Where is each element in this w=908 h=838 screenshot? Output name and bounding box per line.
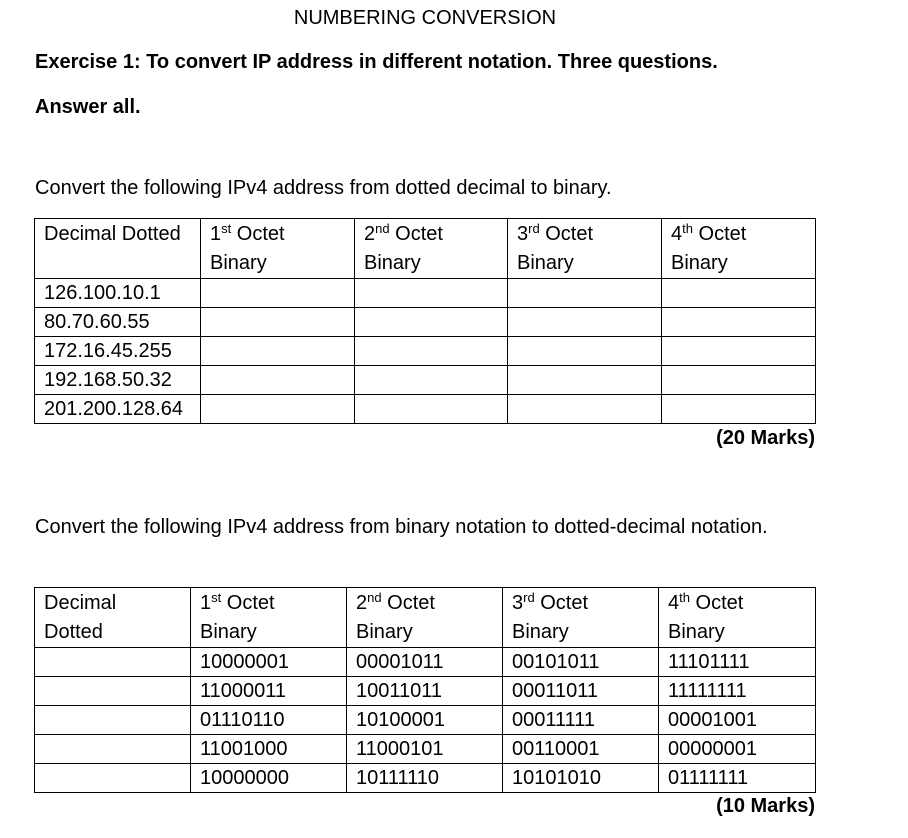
octet-binary-cell: 00110001 [503,735,659,764]
octet-binary-cell: 00011011 [503,677,659,706]
header-label-line2: Binary [512,621,569,643]
decimal-dotted-cell: 192.168.50.32 [35,366,201,395]
header-label: 2 [356,592,368,614]
header-label-suffix: Octet [389,223,443,245]
octet-binary-cell[interactable] [508,395,662,424]
decimal-dotted-cell[interactable] [35,706,191,735]
table-row [35,337,816,366]
document-title: NUMBERING CONVERSION [293,7,557,29]
octet-binary-cell: 10000000 [191,764,347,793]
header-label-line2: Binary [200,621,257,643]
octet-binary-cell[interactable] [201,366,355,395]
octet-binary-cell[interactable] [201,337,355,366]
octet-binary-cell: 11111111 [659,677,816,706]
decimal-dotted-cell: 126.100.10.1 [35,279,201,308]
header-label-suffix: Octet [539,223,594,245]
octet-binary-cell[interactable] [662,395,816,424]
decimal-dotted-cell[interactable] [35,764,191,793]
header-label: Decimal Dotted [44,223,181,245]
octet-binary-cell: 10111110 [347,764,503,793]
header-cell [347,588,503,648]
octet-binary-cell[interactable] [508,279,662,308]
ordinal-suffix: st [221,221,232,236]
header-label-line2: Binary [356,621,413,643]
header-label: Decimal [44,592,117,614]
octet-binary-cell: 01110110 [191,706,347,735]
section1-marks: (20 Marks) [716,427,815,449]
decimal-dotted-cell: 80.70.60.55 [35,308,201,337]
octet-binary-cell[interactable] [201,308,355,337]
header-label-line2: Binary [668,621,725,643]
octet-binary-cell: 01111111 [659,764,816,793]
header-cell [503,588,659,648]
table-row [35,648,816,677]
answer-all-instruction: Answer all. [35,96,141,118]
header-cell [662,219,816,279]
header-cell [35,588,191,648]
header-cell [659,588,816,648]
header-label-suffix: Octet [692,223,747,245]
decimal-dotted-cell[interactable] [35,677,191,706]
header-label-line2: Binary [364,252,421,274]
header-label-suffix: Octet [381,592,435,614]
octet-binary-cell[interactable] [355,279,508,308]
octet-binary-cell: 00011111 [503,706,659,735]
octet-binary-cell: 10101010 [503,764,659,793]
octet-binary-cell[interactable] [355,366,508,395]
header-label: 1 [210,223,222,245]
table-row [35,706,816,735]
octet-binary-cell[interactable] [355,337,508,366]
header-label-line2: Binary [671,252,728,274]
ordinal-suffix: rd [523,590,535,605]
table-row [35,308,816,337]
decimal-dotted-cell: 172.16.45.255 [35,337,201,366]
octet-binary-cell: 10000001 [191,648,347,677]
octet-binary-cell: 00101011 [503,648,659,677]
header-cell [191,588,347,648]
decimal-to-binary-table [34,218,816,424]
octet-binary-cell[interactable] [355,308,508,337]
header-label-line2: Dotted [44,621,103,643]
octet-binary-cell: 10100001 [347,706,503,735]
header-label: 3 [512,592,524,614]
octet-binary-cell: 11000101 [347,735,503,764]
header-label: 2 [364,223,376,245]
decimal-dotted-cell[interactable] [35,735,191,764]
section2-marks: (10 Marks) [716,795,815,817]
header-label: 1 [200,592,212,614]
header-label-suffix: Octet [534,592,589,614]
header-label-line2: Binary [517,252,574,274]
header-label: 4 [671,223,683,245]
octet-binary-cell[interactable] [662,279,816,308]
octet-binary-cell[interactable] [201,395,355,424]
table-row [35,279,816,308]
octet-binary-cell: 11101111 [659,648,816,677]
header-label-suffix: Octet [689,592,744,614]
octet-binary-cell: 11000011 [191,677,347,706]
header-label: 4 [668,592,680,614]
header-cell [508,219,662,279]
header-cell [355,219,508,279]
header-cell [201,219,355,279]
section1-instruction: Convert the following IPv4 address from dotted decimal to binary. [35,177,612,199]
ordinal-suffix: th [682,221,693,236]
octet-binary-cell[interactable] [662,337,816,366]
ordinal-suffix: th [679,590,690,605]
ordinal-suffix: st [211,590,222,605]
octet-binary-cell: 10011011 [347,677,503,706]
binary-to-decimal-table [34,587,816,793]
exercise-heading: Exercise 1: To convert IP address in different notation. Three questions. [35,51,718,73]
header-label-line2 [44,249,200,278]
table-row [35,735,816,764]
octet-binary-cell[interactable] [508,337,662,366]
table-header-row [35,219,816,279]
octet-binary-cell[interactable] [662,308,816,337]
decimal-dotted-cell: 201.200.128.64 [35,395,201,424]
header-label-suffix: Octet [221,592,275,614]
decimal-dotted-cell[interactable] [35,648,191,677]
octet-binary-cell[interactable] [662,366,816,395]
header-label-line2: Binary [210,252,267,274]
table-row [35,764,816,793]
octet-binary-cell[interactable] [201,279,355,308]
octet-binary-cell: 00000001 [659,735,816,764]
ordinal-suffix: nd [367,590,382,605]
ordinal-suffix: rd [528,221,540,236]
section2-instruction: Convert the following IPv4 address from binary notation to dotted-decimal notation. [35,516,768,538]
octet-binary-cell[interactable] [508,366,662,395]
table-row [35,677,816,706]
ordinal-suffix: nd [375,221,390,236]
octet-binary-cell: 11001000 [191,735,347,764]
header-label-suffix: Octet [231,223,285,245]
table-row [35,395,816,424]
table-row [35,366,816,395]
octet-binary-cell: 00001001 [659,706,816,735]
header-cell [35,219,201,279]
octet-binary-cell[interactable] [508,308,662,337]
table-header-row [35,588,816,648]
octet-binary-cell: 00001011 [347,648,503,677]
header-label: 3 [517,223,529,245]
octet-binary-cell[interactable] [355,395,508,424]
